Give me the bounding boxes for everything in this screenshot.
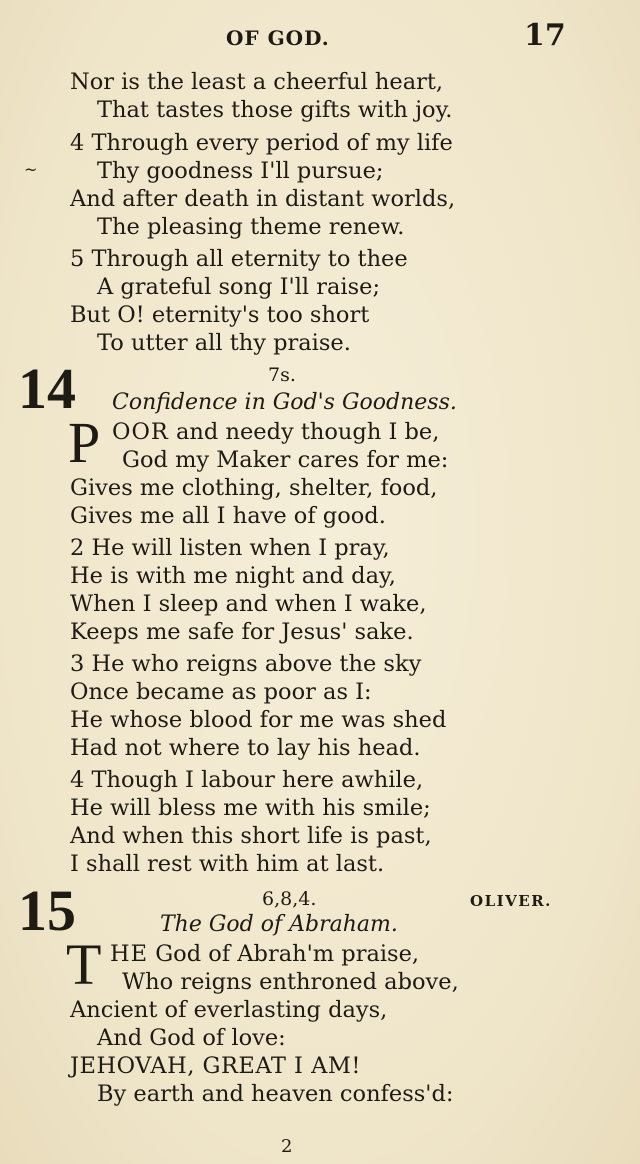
verse-line: When I sleep and when I wake,	[70, 591, 427, 617]
verse-line: He will bless me with his smile;	[70, 795, 431, 821]
verse-line: God my Maker cares for me:	[122, 447, 449, 473]
line-rest: and needy though I be,	[168, 419, 440, 445]
verse-line: The pleasing theme renew.	[97, 214, 405, 240]
verse-line: That tastes those gifts with joy.	[97, 97, 453, 123]
verse-line: A grateful song I'll raise;	[97, 274, 381, 300]
verse-line: 2 He will listen when I pray,	[70, 535, 390, 561]
running-head: OF GOD.	[226, 26, 330, 50]
verse-line: Ancient of everlasting days,	[70, 997, 388, 1023]
verse-line: Thy goodness I'll pursue;	[97, 158, 384, 184]
verse-line: 4 Though I labour here awhile,	[70, 767, 424, 793]
first-word-caps: HE	[110, 941, 149, 967]
drop-cap: P	[68, 410, 101, 475]
hymn-meter: 7s.	[268, 364, 296, 386]
verse-line	[110, 940, 419, 968]
drop-cap: T	[66, 932, 102, 997]
hymn-number-15: 15	[18, 878, 76, 943]
verse-line: JEHOVAH, GREAT I AM!	[70, 1053, 361, 1079]
verse-line: Gives me all I have of good.	[70, 503, 386, 529]
verse-line: Had not where to lay his head.	[70, 735, 421, 761]
verse-line: Keeps me safe for Jesus' sake.	[70, 619, 414, 645]
verse-line: Nor is the least a cheerful heart,	[70, 69, 444, 95]
verse-line: And when this short life is past,	[70, 823, 432, 849]
hymn-meter: 6,8,4.	[262, 888, 317, 910]
signature-mark: 2	[281, 1136, 293, 1157]
margin-mark-icon: ~	[24, 160, 38, 179]
verse-line: He is with me night and day,	[70, 563, 396, 589]
hymn-title: Confidence in God's Goodness.	[112, 390, 457, 415]
verse-line: He whose blood for me was shed	[70, 707, 447, 733]
verse-line: 3 He who reigns above the sky	[70, 651, 422, 677]
hymn-title: The God of Abraham.	[160, 912, 398, 937]
verse-line: Who reigns enthroned above,	[122, 969, 459, 995]
verse-line: 4 Through every period of my life	[70, 130, 453, 156]
verse-line: By earth and heaven confess'd:	[97, 1081, 454, 1107]
hymn-number-14: 14	[18, 356, 76, 421]
verse-line	[112, 418, 439, 446]
first-word-caps: OOR	[112, 419, 169, 445]
verse-line: 5 Through all eternity to thee	[70, 246, 408, 272]
verse-line: To utter all thy praise.	[97, 330, 351, 356]
verse-line: Once became as poor as I:	[70, 679, 372, 705]
tune-name: OLIVER.	[470, 892, 552, 910]
verse-line: I shall rest with him at last.	[70, 851, 385, 877]
page-number: 17	[524, 18, 566, 53]
line-rest: God of Abrah'm praise,	[148, 941, 420, 967]
verse-line: And after death in distant worlds,	[70, 186, 456, 212]
verse-line: And God of love:	[97, 1025, 286, 1051]
verse-line: Gives me clothing, shelter, food,	[70, 475, 438, 501]
verse-line: But O! eternity's too short	[70, 302, 370, 328]
